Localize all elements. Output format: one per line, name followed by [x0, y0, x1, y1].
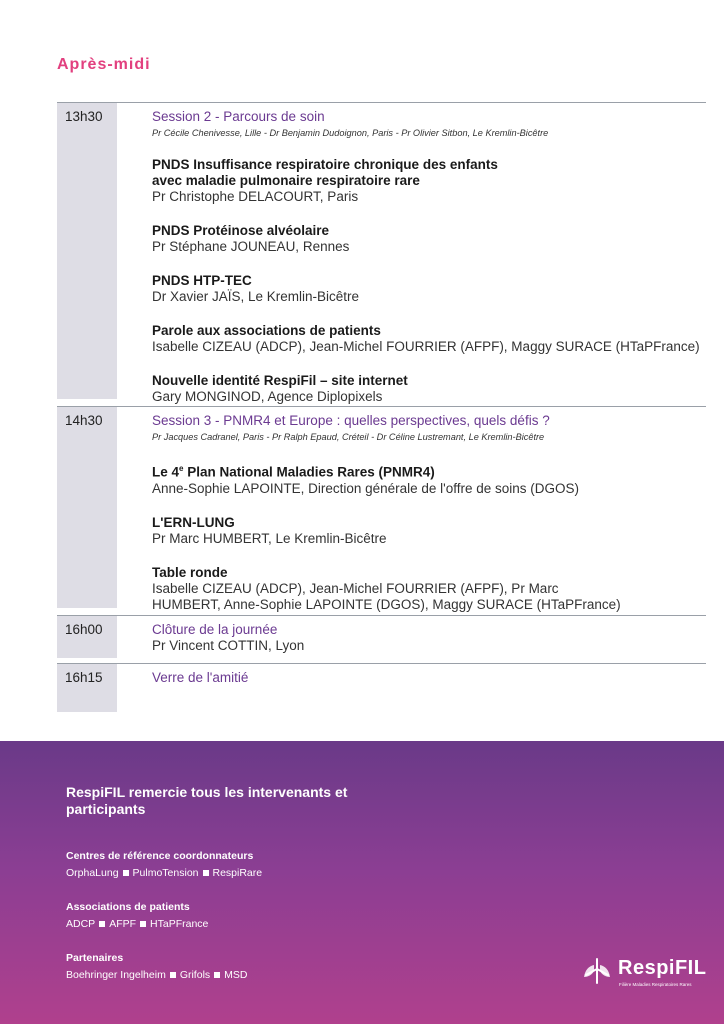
logo-tagline: Filière Maladies Respiratoires Rares — [619, 982, 692, 987]
program-row — [57, 103, 706, 404]
session-moderators: Pr Cécile Chenivesse, Lille - Dr Benjamin Dudoignon, Paris - Pr Olivier Sitbon, Le Kremlin-Bicêtre — [152, 128, 549, 138]
item-title: Nouvelle identité RespiFil – site internet — [152, 373, 408, 388]
item-title: Table ronde — [152, 564, 228, 580]
item-title: L'ERN-LUNG — [152, 514, 235, 530]
footer-group-title: Associations de patients — [66, 901, 190, 913]
item-title-part: Plan National Maladies Rares (PNMR4) — [183, 464, 435, 480]
item-speaker: Gary MONGINOD, Agence Diplopixels — [152, 389, 383, 404]
item-speaker: Dr Xavier JAÏS, Le Kremlin-Bicêtre — [152, 289, 360, 304]
footer-group-items — [66, 918, 208, 930]
footer-item: HTaPFrance — [150, 918, 209, 930]
session-title: Session 2 - Parcours de soin — [152, 109, 325, 124]
footer-group-items — [66, 867, 262, 879]
item-speaker: Pr Christophe DELACOURT, Paris — [152, 189, 359, 204]
agenda-item — [152, 323, 712, 355]
square-bullet-icon — [170, 972, 176, 978]
square-bullet-icon — [203, 870, 209, 876]
item-speaker: Pr Vincent COTTIN, Lyon — [152, 638, 305, 653]
footer-group — [66, 901, 208, 930]
item-title-part: Le 4 — [152, 464, 180, 480]
footer-group — [66, 850, 262, 879]
program-row — [57, 407, 706, 612]
agenda-item — [152, 565, 622, 613]
square-bullet-icon — [123, 870, 129, 876]
time-label: 13h30 — [65, 109, 103, 124]
logo-wordmark: RespiFIL — [618, 957, 707, 979]
session-title: Verre de l'amitié — [152, 670, 249, 685]
footer-group — [66, 952, 248, 981]
agenda-item — [152, 273, 712, 305]
footer-item: AFPF — [109, 918, 137, 930]
agenda-item — [152, 373, 712, 405]
footer-group-title: Centres de référence coordonnateurs — [66, 850, 254, 862]
item-speaker: Anne-Sophie LAPOINTE, Direction générale de l'offre de soins (DGOS) — [152, 480, 580, 496]
thanks-message: RespiFIL remercie tous les intervenants et participants — [66, 784, 348, 817]
session-moderators: Pr Jacques Cadranel, Paris - Pr Ralph Epaud, Créteil - Dr Céline Lustremant, Le Kremlin-Bicêtre — [152, 432, 545, 442]
item-title: PNDS HTP-TEC — [152, 273, 252, 288]
square-bullet-icon — [140, 921, 146, 927]
item-speaker: Isabelle CIZEAU (ADCP), Jean-Michel FOURRIER (AFPF), Maggy SURACE (HTaPFrance) — [152, 339, 700, 354]
footer-item: RespiRare — [212, 867, 263, 879]
time-label: 16h15 — [65, 670, 103, 685]
footer-banner — [0, 741, 724, 1024]
item-speaker: Isabelle CIZEAU (ADCP), Jean-Michel FOURRIER (AFPF), Pr Marc HUMBERT, Anne-Sophie LAPOINTE (DGOS), Maggy SURACE (HTaPFrance) — [152, 580, 621, 612]
square-bullet-icon — [99, 921, 105, 927]
agenda-item — [152, 157, 512, 205]
respifil-logo — [582, 955, 707, 995]
session-title: Session 3 - PNMR4 et Europe : quelles perspectives, quels défis ? — [152, 413, 550, 428]
program-row — [57, 616, 706, 658]
footer-item: Boehringer Ingelheim — [66, 969, 166, 981]
program-row — [57, 664, 706, 712]
footer-item: OrphaLung — [66, 867, 119, 879]
ordinal-suffix: e — [179, 464, 184, 473]
time-block — [57, 616, 117, 658]
agenda-item — [152, 515, 712, 547]
session-title: Clôture de la journée — [152, 622, 278, 637]
item-speaker: Pr Stéphane JOUNEAU, Rennes — [152, 239, 350, 254]
agenda-item — [152, 461, 712, 497]
footer-group-items — [66, 969, 248, 981]
footer-item: PulmoTension — [132, 867, 199, 879]
item-title: PNDS Insuffisance respiratoire chronique des enfants avec maladie pulmonaire respiratoire rare — [152, 157, 498, 188]
square-bullet-icon — [214, 972, 220, 978]
session-content — [152, 109, 712, 405]
session-content — [152, 413, 712, 613]
session-content — [152, 670, 712, 686]
time-label: 14h30 — [65, 413, 103, 428]
section-heading: Après-midi — [57, 56, 151, 73]
time-block — [57, 664, 117, 712]
agenda-item — [152, 223, 712, 255]
time-block — [57, 407, 117, 608]
item-speaker: Pr Marc HUMBERT, Le Kremlin-Bicêtre — [152, 530, 387, 546]
item-title — [152, 461, 712, 481]
footer-item: MSD — [224, 969, 248, 981]
time-label: 16h00 — [65, 622, 103, 637]
footer-item: ADCP — [66, 918, 96, 930]
footer-group-title: Partenaires — [66, 952, 124, 964]
lungs-trachea-icon — [582, 957, 612, 987]
footer-item: Grifols — [179, 969, 211, 981]
item-title: PNDS Protéinose alvéolaire — [152, 223, 330, 238]
session-content — [152, 622, 712, 654]
time-block — [57, 103, 117, 399]
item-title: Parole aux associations de patients — [152, 323, 381, 338]
